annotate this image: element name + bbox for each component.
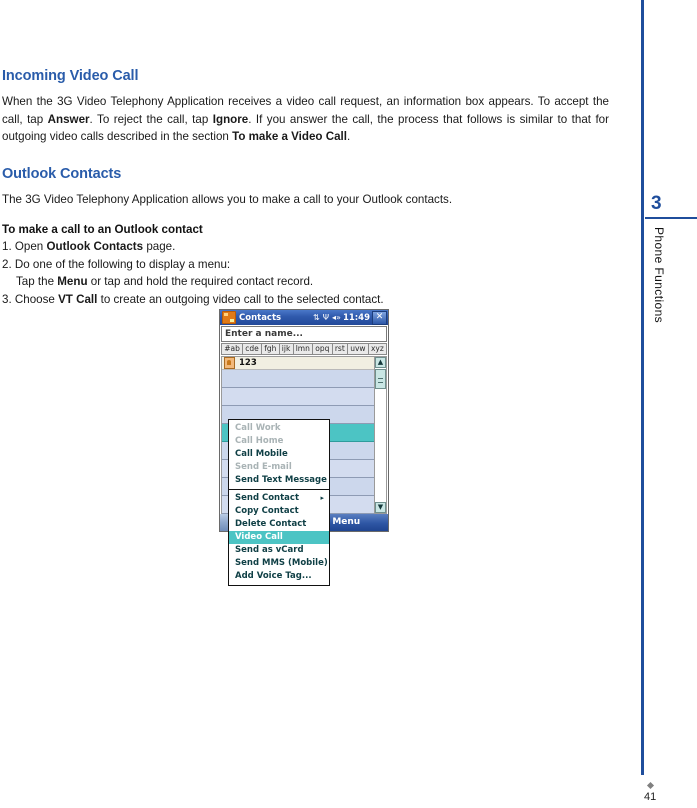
step-3 [2,291,609,309]
paragraph-incoming-video-call [2,93,609,146]
paragraph-outlook-contacts-intro: The 3G Video Telephony Application allows you to make a call to your Outlook contacts. [2,192,453,206]
menu-item-copy-contact[interactable]: Copy Contact [235,506,299,516]
menu-item-video-call[interactable]: Video Call [229,531,329,544]
document-content [2,68,609,308]
page-vertical-rule [641,0,644,775]
emphasis-to-make-a-video-call: To make a Video Call [232,130,348,143]
chapter-title: Phone Functions [652,227,666,324]
signal-icon[interactable]: Ψ [322,312,330,322]
alpha-tab-0[interactable]: #ab [222,344,243,354]
menu-item-call-work: Call Work [235,423,281,433]
step-text-part: page. [143,240,176,253]
step-text-part: 1. Open [2,240,47,253]
context-menu[interactable] [228,419,330,586]
emphasis-menu: Menu [57,275,88,288]
alphabet-index-tabs[interactable] [221,343,387,355]
menu-item-delete-contact[interactable]: Delete Contact [235,519,307,529]
alpha-tab-1[interactable]: cde [243,344,262,354]
menu-item-send-as-vcard[interactable]: Send as vCard [235,545,304,555]
contact-group-label: 123 [239,358,257,368]
alpha-tab-3[interactable]: ijk [280,344,294,354]
menu-item-call-home: Call Home [235,436,284,446]
step-2: 2. Do one of the following to display a menu: [2,257,231,271]
step-text-part: or tap and hold the required contact record. [87,275,314,288]
submenu-arrow-icon: ▸ [320,494,324,502]
clock[interactable]: 11:49 [342,312,370,323]
chapter-tab [645,193,697,323]
table-row[interactable] [222,370,374,388]
status-icons [313,313,341,323]
alpha-tab-5[interactable]: opq [313,344,333,354]
scroll-down-arrow-icon[interactable]: ▼ [375,502,386,513]
chapter-number: 3 [651,193,662,214]
alpha-tab-7[interactable]: uvw [348,344,369,354]
step-2-detail [2,273,609,291]
procedure-title: To make a call to an Outlook contact [2,223,203,236]
paragraph-text-part: . [347,130,351,143]
vertical-scrollbar[interactable] [374,357,386,513]
alpha-tab-2[interactable]: fgh [262,344,280,354]
alpha-tab-8[interactable]: xyz [370,344,384,353]
step-text-part: Tap the [16,275,58,288]
emphasis-answer: Answer [47,112,90,126]
step-text-part: to create an outgoing video call to the selected contact. [97,292,384,306]
alpha-tab-4[interactable]: lmn [294,344,314,354]
menu-item-label: Send Contact [235,493,300,503]
section-heading-incoming-video-call: Incoming Video Call [2,68,139,84]
volume-icon[interactable]: ◂» [332,312,341,322]
menu-item-call-mobile[interactable]: Call Mobile [235,449,288,459]
menu-separator [229,489,329,490]
emphasis-vt-call: VT Call [58,292,98,306]
soft-key-menu-button[interactable]: Menu [304,514,389,531]
device-title-bar [220,310,388,325]
paragraph-text-part: . To reject the call, tap [89,112,213,126]
emphasis-ignore: Ignore [212,112,249,126]
paragraph-text-part: When the 3G Video Telephony Application receives a video call request, an information box appears. To accept the call, tap [2,95,609,126]
contact-group-header [222,357,374,370]
step-1 [2,238,609,256]
alpha-tab-6[interactable]: rst [333,344,348,354]
section-heading-outlook-contacts: Outlook Contacts [2,165,122,182]
emphasis-outlook-contacts: Outlook Contacts [46,240,144,253]
menu-item-send-contact[interactable] [229,492,329,505]
page-number: 41 [644,791,657,803]
close-icon[interactable]: ✕ [372,311,387,325]
scrollbar-thumb[interactable] [375,369,386,389]
start-menu-icon[interactable] [222,311,236,324]
menu-item-send-mms[interactable]: Send MMS (Mobile) [235,558,328,568]
name-search-input[interactable]: Enter a name... [221,326,387,342]
menu-item-add-voice-tag[interactable]: Add Voice Tag... [235,571,312,581]
app-title: Contacts [239,312,282,323]
chapter-divider [645,217,697,219]
device-screenshot-figure [219,309,389,581]
step-text-part: 3. Choose [2,292,59,306]
diamond-ornament-icon [647,782,654,789]
paragraph-text-part: . If you answer the call, the process that follows is similar to that for outgoing video calls described in the section [2,112,609,143]
scroll-up-arrow-icon[interactable]: ▲ [375,357,386,368]
contact-icon [224,357,235,369]
menu-item-send-email: Send E-mail [235,462,292,472]
connectivity-icon[interactable]: ⇅ [313,312,320,322]
menu-item-send-text-message[interactable]: Send Text Message [235,475,327,485]
table-row[interactable] [222,388,374,406]
procedure-steps [2,238,609,308]
